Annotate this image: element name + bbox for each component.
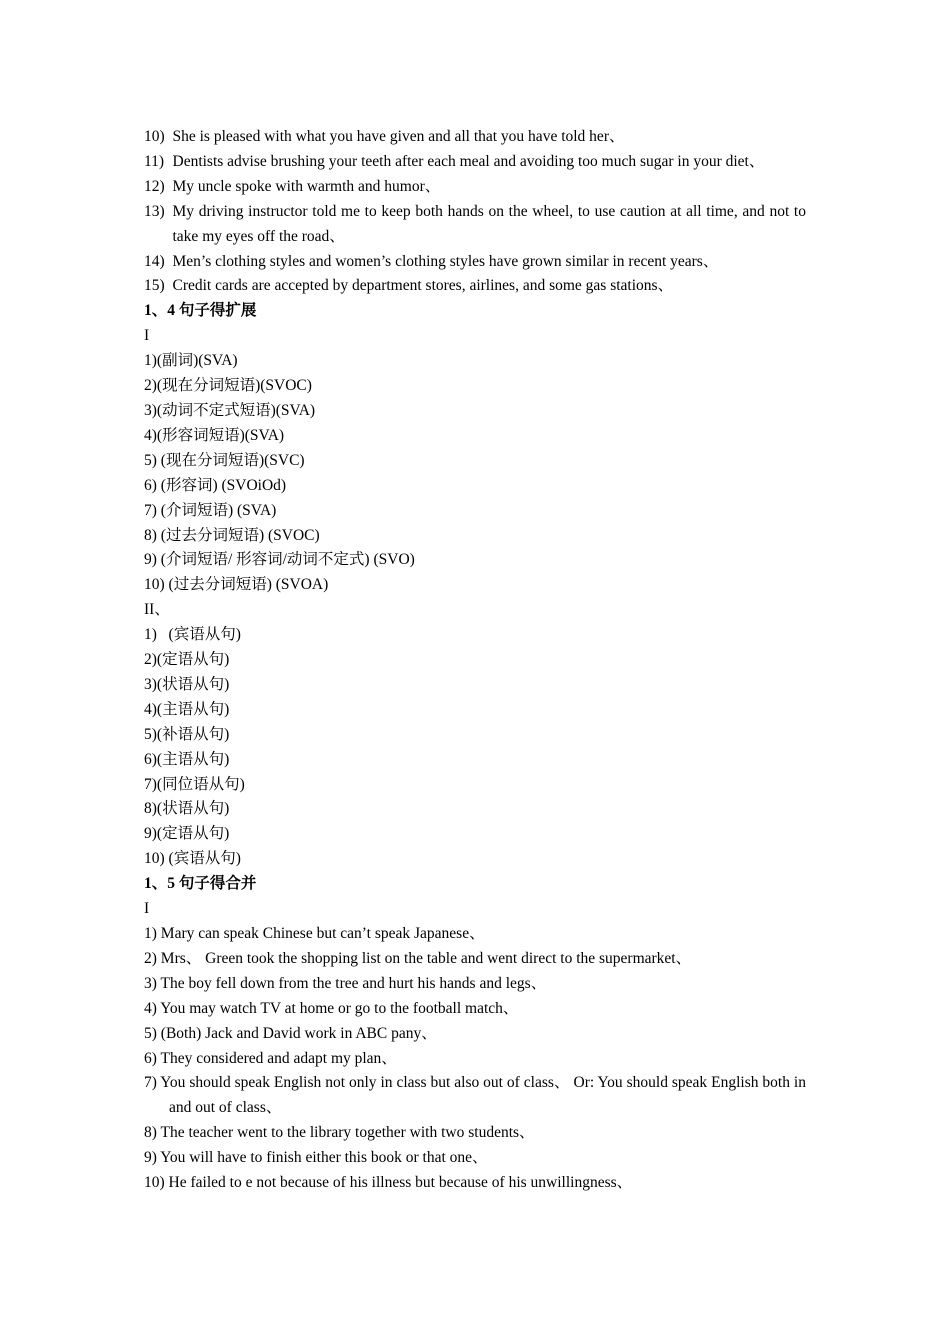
list-item: 5)(补语从句): [144, 725, 230, 743]
item-text: My uncle spoke with warmth and humor、: [172, 177, 441, 195]
list-item: 4)(形容词短语)(SVA): [144, 426, 285, 444]
part-label: II、: [144, 601, 170, 619]
list-item: 2) Mrs、 Green took the shopping list on the table and went direct to the supermarket、: [144, 949, 692, 967]
list-item: [144, 125, 806, 150]
section-heading: 1、5 句子得合并: [144, 875, 257, 893]
list-item: 5) (现在分词短语)(SVC): [144, 451, 305, 469]
list-item: [144, 150, 806, 175]
item-text: Men’s clothing styles and women’s clothing styles have grown similar in recent years、: [172, 252, 719, 270]
part-label: I: [144, 327, 150, 345]
list-item: 8)(状语从句): [144, 800, 230, 818]
item-text: Dentists advise brushing your teeth after each meal and avoiding too much sugar in your diet、: [172, 152, 765, 170]
section-heading: 1、4 句子得扩展: [144, 302, 257, 320]
list-item: 6) They considered and adapt my plan、: [144, 1049, 397, 1067]
list-item: [144, 200, 806, 250]
document-page: [144, 125, 806, 1196]
list-item: 8) The teacher went to the library together with two students、: [144, 1124, 535, 1142]
list-item: 9)(定语从句): [144, 825, 230, 843]
item-number: 11): [144, 152, 165, 170]
list-item: 10) (过去分词短语) (SVOA): [144, 576, 329, 594]
item-number: 12): [144, 177, 165, 195]
list-item: [144, 274, 806, 299]
list-item: 9) You will have to finish either this book or that one、: [144, 1149, 488, 1167]
list-item: 7) (介词短语) (SVA): [144, 501, 277, 519]
list-item: 1) Mary can speak Chinese but can’t speak Japanese、: [144, 925, 485, 942]
item-text: Credit cards are accepted by department stores, airlines, and some gas stations、: [172, 277, 674, 295]
item-text: My driving instructor told me to keep both hands on the wheel, to use caution at all time, and not to take my eyes off the road、: [172, 202, 806, 245]
part-label: I: [144, 900, 150, 918]
list-item: 3) The boy fell down from the tree and hurt his hands and legs、: [144, 974, 547, 992]
list-item: 5) (Both) Jack and David work in ABC pany、: [144, 1024, 437, 1042]
list-item: 7)(同位语从句): [144, 775, 245, 793]
list-item: 4)(主语从句): [144, 700, 230, 718]
list-item: 2)(定语从句): [144, 651, 230, 669]
list-item: [144, 250, 806, 275]
list-item: 1) (宾语从句): [144, 626, 241, 644]
list-item: 7) You should speak English not only in class but also out of class、 Or: You should speak English both in and out of class、: [144, 1074, 806, 1117]
list-item: 2)(现在分词短语)(SVOC): [144, 377, 312, 395]
list-item: [144, 175, 806, 200]
list-item: 10) He failed to e not because of his illness but because of his unwillingness、: [144, 1174, 633, 1192]
list-item: 6)(主语从句): [144, 750, 230, 768]
list-item: 6) (形容词) (SVOiOd): [144, 476, 287, 494]
list-item: 1)(副词)(SVA): [144, 352, 238, 370]
item-text: She is pleased with what you have given and all that you have told her、: [172, 128, 625, 145]
item-number: 14): [144, 252, 165, 270]
item-number: 10): [144, 128, 165, 145]
item-number: 13): [144, 202, 165, 220]
list-item: 4) You may watch TV at home or go to the football match、: [144, 999, 519, 1017]
list-item: 8) (过去分词短语) (SVOC): [144, 526, 320, 544]
list-item: 3)(动词不定式短语)(SVA): [144, 401, 316, 419]
list-item: 10) (宾语从句): [144, 850, 241, 868]
list-item: 3)(状语从句): [144, 675, 230, 693]
item-number: 15): [144, 277, 165, 295]
list-item: 9) (介词短语/ 形容词/动词不定式) (SVO): [144, 551, 415, 569]
